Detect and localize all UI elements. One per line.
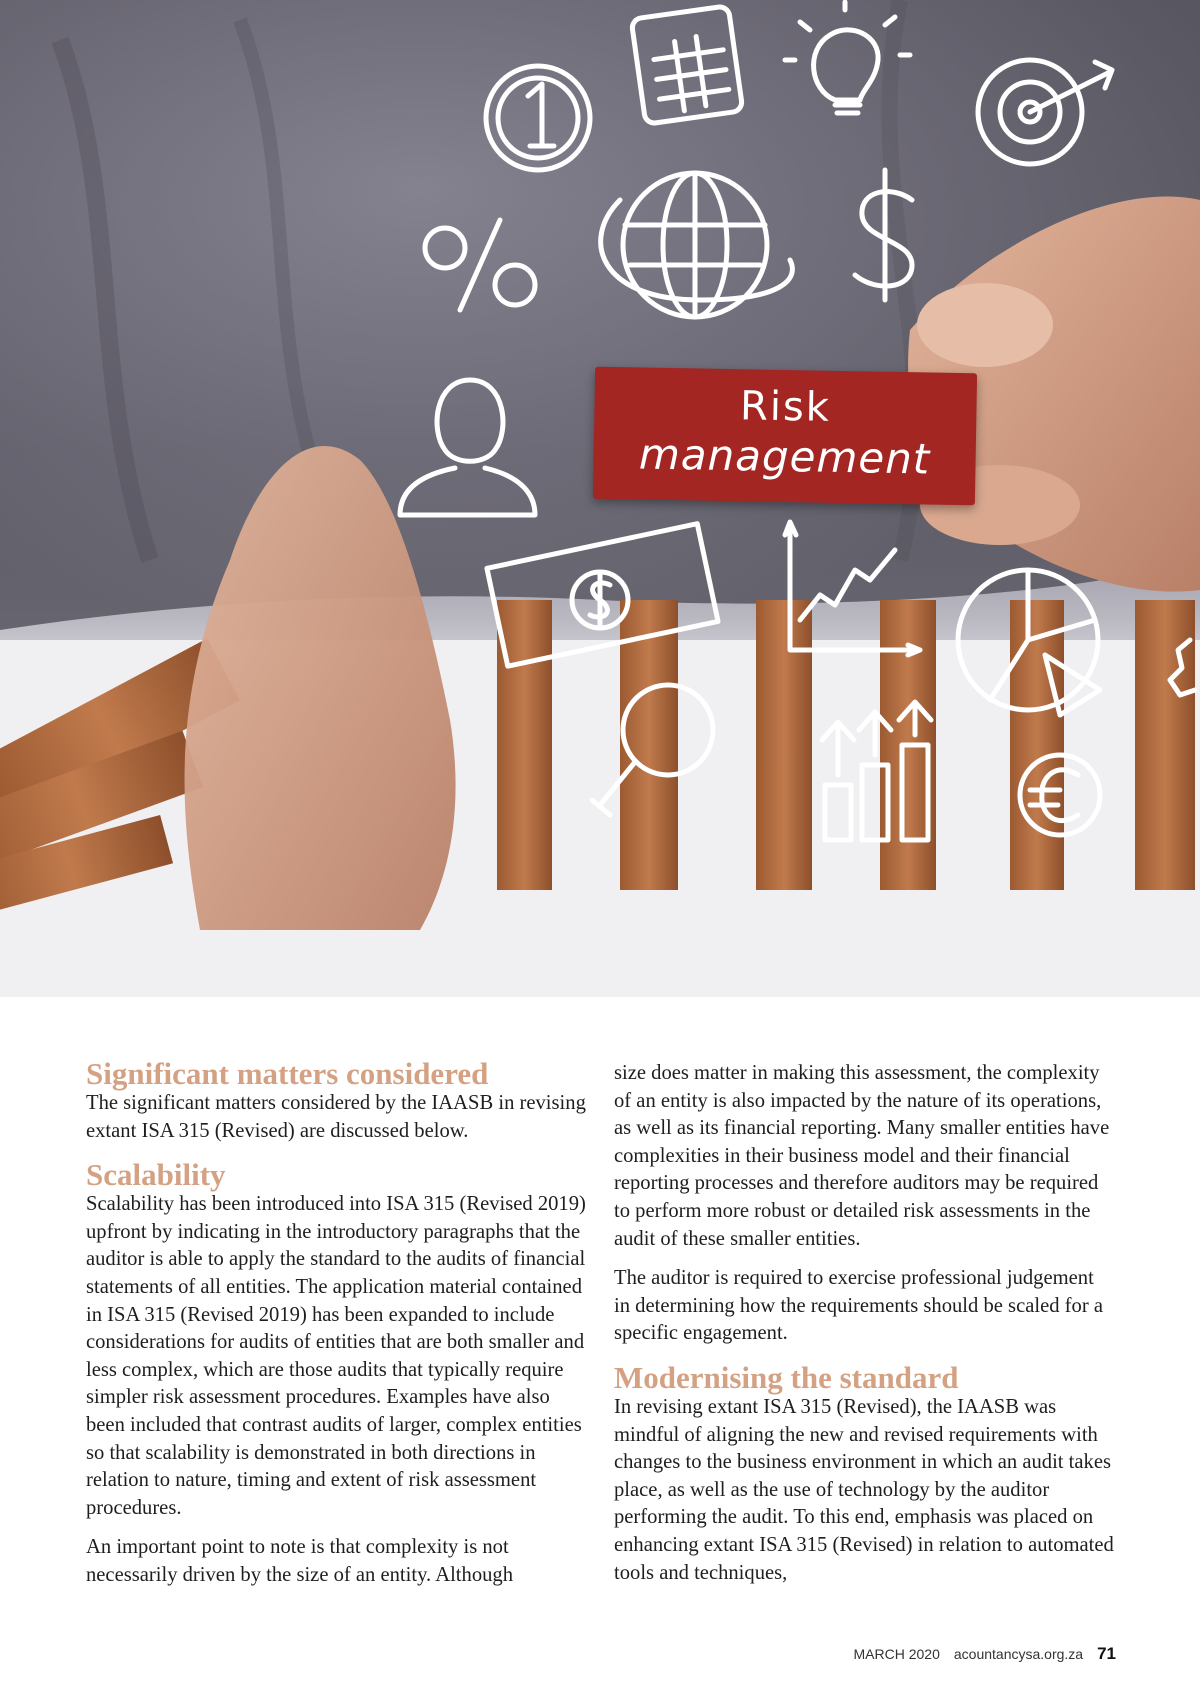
page-number: 71 bbox=[1097, 1644, 1116, 1663]
heading-modernising: Modernising the standard bbox=[614, 1359, 959, 1395]
risk-label-line2: management bbox=[638, 429, 931, 484]
footer-date: MARCH 2020 bbox=[853, 1646, 940, 1662]
paragraph-size: size does matter in making this assessment, the complexity of an entity is also impacted by the nature of its operations, as well as its financial reporting. Many smaller entities have complexities in their business model and their financial reporting processes and therefore auditors may be required to perform more robust or detailed risk assessments in the audit of these smaller entities. bbox=[614, 1062, 1110, 1250]
risk-label-line1: Risk bbox=[739, 383, 832, 431]
paragraph-scalability: Scalability has been introduced into ISA 315 (Revised 2019) upfront by indicating in the introductory paragraphs that the auditor is able to apply the standard to the audits of financial statements of all entities. The application material contained in ISA 315 (Revised 2019) has been expanded to include considerations for audits of entities that are both smaller and less complex, which are those audits that typically require simpler risk assessment procedures. Examples have also been included that contrast audits of larger, complex entities so that scalability is demonstrated in both directions in relation to nature, timing and extent of risk assessment procedures. bbox=[86, 1193, 586, 1519]
paragraph-judgement: The auditor is required to exercise professional judgement in determining how the requirements should be scaled for a specific engagement. bbox=[614, 1267, 1103, 1345]
risk-management-block bbox=[593, 367, 977, 506]
heading-significant-matters: Significant matters considered bbox=[86, 1056, 489, 1091]
paragraph-significant-matters: The significant matters considered by the IAASB in revising extant ISA 315 (Revised) are discussed below. bbox=[86, 1092, 586, 1142]
article-right-column bbox=[614, 1060, 1114, 1599]
footer-site: acountancysa.org.za bbox=[953, 1646, 1084, 1662]
paragraph-modernising: In revising extant ISA 315 (Revised), the IAASB was mindful of aligning the new and revised requirements with changes to the business environment in which an audit takes place, as well as the use of technology by the auditor performing the audit. To this end, emphasis was placed on enhancing extant ISA 315 (Revised) in relation to automated tools and techniques, bbox=[614, 1395, 1114, 1584]
heading-scalability: Scalability bbox=[86, 1157, 226, 1193]
paragraph-complexity: An important point to note is that complexity is not necessarily driven by the size of an entity. Although bbox=[86, 1536, 514, 1586]
page-footer bbox=[854, 1644, 1117, 1664]
article-left-column bbox=[86, 1056, 586, 1602]
